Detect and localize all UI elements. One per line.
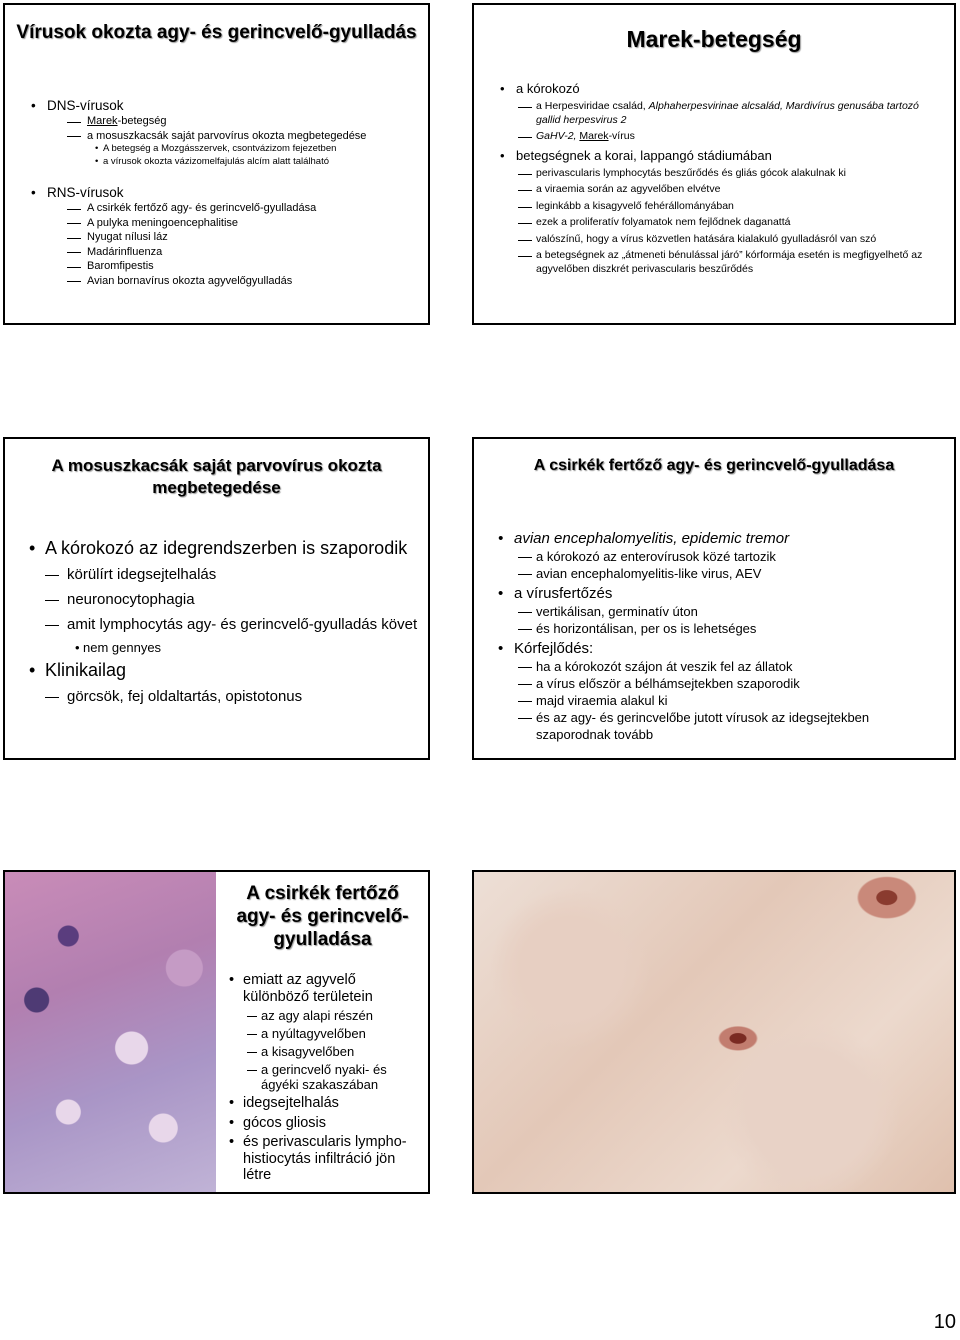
marek-link[interactable]: Marek <box>579 130 609 142</box>
dash-item: a gerincvelő nyaki- és ágyéki szakaszában <box>225 1062 425 1092</box>
dash-item: az agy alapi részén <box>225 1008 425 1023</box>
slide-title: Vírusok okozta agy- és gerincvelő-gyulladás <box>16 22 417 43</box>
slide-muscovy-parvovirus <box>3 437 430 760</box>
bullet-dns-viruses: • DNS-vírusok <box>25 97 425 114</box>
slide-avian-encephalomyelitis-histology <box>3 870 430 1194</box>
dash-item: körülírt idegsejtelhalás <box>23 565 423 584</box>
dash-item <box>494 100 934 127</box>
bullet-neuron-death: • idegsejtelhalás <box>225 1095 425 1112</box>
bullet-early-stage: • betegségnek a korai, lappangó stádiumában <box>494 147 934 164</box>
dash-item: majd viraemia alakul ki <box>492 692 942 709</box>
slide-content <box>23 535 423 706</box>
marek-link[interactable]: Marek <box>87 115 118 127</box>
dash-item: és az agy- és gerincvelőbe jutott vírusok az idegsejtekben szaporodnak tovább <box>492 709 942 743</box>
bullet-pathogenesis: • Kórfejlődés: <box>492 639 942 658</box>
slide-content <box>494 77 934 276</box>
dash-item: a nyúltagyvelőben <box>225 1026 425 1041</box>
sub-bullet: • A betegség a Mozgásszervek, csontvázizom fejezetben <box>25 143 425 156</box>
slide-histology-image <box>472 870 956 1194</box>
dash-item: amit lymphocytás agy- és gerincvelő-gyulladás követ <box>23 615 423 634</box>
bullet-rns-viruses: • RNS-vírusok <box>25 184 425 201</box>
marek-rest: -betegség <box>117 115 167 127</box>
slide-content <box>492 527 942 743</box>
bullet-pathogen: • a kórokozó <box>494 80 934 97</box>
histology-micrograph <box>5 872 216 1192</box>
dash-item: leginkább a kisagyvelő fehérállományában <box>494 200 934 214</box>
bullet-synonyms: • avian encephalomyelitis, epidemic tremor <box>492 529 942 548</box>
dash-item: Baromfipestis <box>25 259 425 274</box>
dash-item: és horizontálisan, per os is lehetséges <box>492 620 942 637</box>
text-part-italic: Alphaherpesvirinae alcsalád, Mardivírus genusába tartozó gallid herpesvirus 2 <box>536 100 919 126</box>
text-part: -vírus <box>608 130 635 142</box>
slide-title: Marek-betegség <box>626 26 802 52</box>
slide-content <box>25 97 425 288</box>
text-part-italic: GaHV-2, <box>536 130 580 142</box>
bullet-brain-regions: • emiatt az agyvelő különböző területein <box>225 972 425 1005</box>
dash-item: A csirkék fertőző agy- és gerincvelő-gyulladása <box>25 201 425 216</box>
dash-item: a kórokozó az enterovírusok közé tartozik <box>492 548 942 565</box>
dash-item: görcsök, fej oldaltartás, opistotonus <box>23 687 423 706</box>
bullet-gliosis: • gócos gliosis <box>225 1115 425 1132</box>
dash-item: Avian bornavírus okozta agyvelőgyulladás <box>25 274 425 289</box>
slide-title: A csirkék fertőző agy- és gerincvelő-gyulladása <box>533 457 895 474</box>
slide-title: A mosuszkacsák saját parvovírus okozta megbetegedése <box>51 456 382 497</box>
dash-marek <box>25 114 425 129</box>
sub-bullet: • nem gennyes <box>23 638 423 657</box>
dash-item: a vírus először a bélhámsejtekben szaporodik <box>492 675 942 692</box>
dash-muscovy-parvo: a mosuszkacsák saját parvovírus okozta megbetegedése <box>25 129 425 144</box>
dash-item: avian encephalomyelitis-like virus, AEV <box>492 565 942 582</box>
dash-item: A pulyka meningoencephalitise <box>25 216 425 231</box>
dash-item: a viraemia során az agyvelőben elvétve <box>494 183 934 197</box>
bullet-clinical: • Klinikailag <box>23 659 423 681</box>
bullet-infiltration: • és perivascularis lympho-histiocytás infiltráció jön létre <box>225 1134 425 1184</box>
bullet-infection: • a vírusfertőzés <box>492 584 942 603</box>
dash-item: perivascularis lymphocytás beszűrődés és gliás gócok alakulnak ki <box>494 167 934 181</box>
dash-item: a betegségnek az „átmeneti bénulással járó” kórformája esetén is megfigyelhető az agyvelőben diszkrét perivascularis beszűrődés <box>494 249 934 276</box>
sub-bullet: • a vírusok okozta vázizomelfajulás alcím alatt található <box>25 156 425 169</box>
dash-item: a kisagyvelőben <box>225 1044 425 1059</box>
slide-content <box>225 972 425 1184</box>
dash-item: Nyugat nílusi láz <box>25 230 425 245</box>
dash-item: ezek a proliferatív folyamatok nem fejlődnek daganattá <box>494 216 934 230</box>
dash-item: Madárinfluenza <box>25 245 425 260</box>
page-number: 10 <box>933 1311 956 1333</box>
dash-item: vertikálisan, germinatív úton <box>492 603 942 620</box>
text-part: a Herpesviridae család, <box>536 100 649 112</box>
slide-title: A csirkék fertőző agy- és gerincvelő-gyulladása <box>236 883 409 950</box>
slide-avian-encephalomyelitis <box>472 437 956 760</box>
slide-marek-disease <box>472 3 956 325</box>
dash-item: ha a kórokozót szájon át veszik fel az állatok <box>492 658 942 675</box>
bullet-pathogen: • A kórokozó az idegrendszerben is szaporodik <box>23 537 423 559</box>
perivascular-infiltration-micrograph <box>474 872 954 1192</box>
dash-item: valószínű, hogy a vírus közvetlen hatására kialakuló gyulladásról van szó <box>494 233 934 247</box>
dash-item: neuronocytophagia <box>23 590 423 609</box>
dash-item <box>494 130 934 144</box>
slide-viral-encephalomyelitis <box>3 3 430 325</box>
